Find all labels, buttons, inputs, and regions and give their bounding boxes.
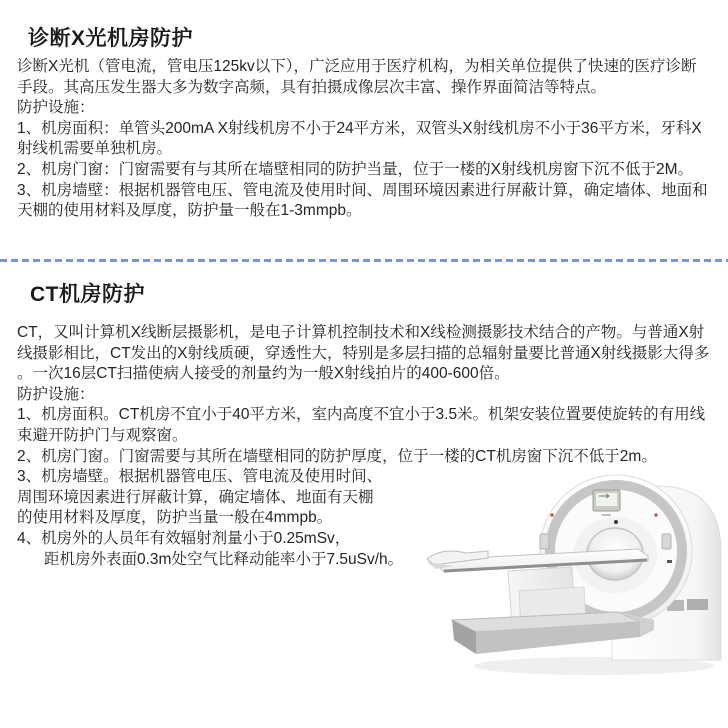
text-line: 天棚的使用材料及厚度，防护量一般在1-3mmpb。 [17,202,362,220]
text-line: 线摄影相比，CT发出的X射线质硬，穿透性大，特别是多层扫描的总辐射量要比普通X射线摄影大得多 [17,344,710,362]
ct-scanner-image [424,470,724,700]
text-line: 距机房外表面0.3m处空气比释动能率小于7.5uSv/h。 [44,550,404,568]
text-line: 4、机房外的人员年有效辐射剂量小于0.25mSv， [17,529,351,547]
text-line: 3、机房墙壁。根据机器管电压、管电流及使用时间、 [17,468,383,486]
section1-body [17,57,708,222]
text-line: 射线机需要单独机房。 [17,140,173,158]
section2-title: CT机房防护 [30,283,145,306]
text-line: 周围环境因素进行屏蔽计算，确定墙体、地面有天棚 [17,488,374,506]
text-line: 1、机房面积：单管头200mA X射线机房不小于24平方米，双管头X射线机房不小于36平方米，牙科X [17,119,702,137]
text-line: 防护设施： [17,99,95,117]
text-line: CT，又叫计算机X线断层摄影机，是电子计算机控制技术和X线检测摄影技术结合的产物。与普通X射 [17,324,705,341]
text-line: 3、机房墙壁：根据机器管电压、管电流及使用时间、周围环境因素进行屏蔽计算，确定墙体、地面和 [17,181,708,199]
section-divider [0,259,728,262]
text-line: 手段。其高压发生器大多为数字高频，具有拍摄成像层次丰富、操作界面简洁等特点。 [17,78,607,96]
text-line: 2、机房门窗：门窗需要有与其所在墙壁相同的防护当量，位于一楼的X射线机房窗下沉不低于2M。 [17,160,693,178]
section1-title: 诊断X光机房防护 [28,27,194,50]
text-line: 防护设施： [17,385,95,403]
text-line: 1、机房面积。CT机房不宜小于40平方米，室内高度不宜小于3.5米。机架安装位置要使旋转的有用线 [17,406,706,424]
text-line: 。一次16层CT扫描使病人接受的剂量约为一般X射线拍片的400-600倍。 [17,365,510,383]
text-line: 诊断X光机（管电流，管电压125kv以下），广泛应用于医疗机构，为相关单位提供了快速的医疗诊断 [17,58,697,75]
text-line: 2、机房门窗。门窗需要与其所在墙壁相同的防护厚度，位于一楼的CT机房窗下沉不低于2m。 [17,447,657,465]
text-line: 束避开防护门与观察窗。 [17,426,188,444]
text-line: 的使用材料及厚度，防护当量一般在4mmpb。 [17,509,333,527]
